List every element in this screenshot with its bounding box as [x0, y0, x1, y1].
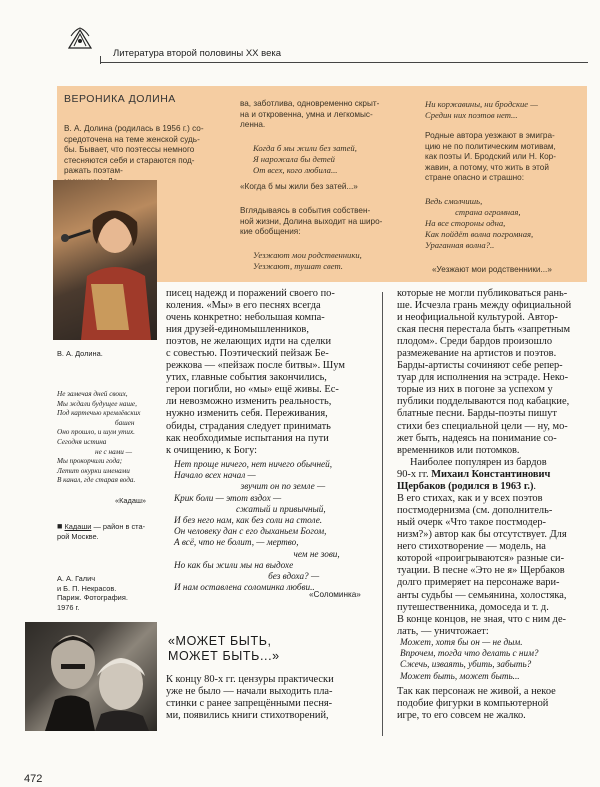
sidebar-col3-text: Родные автора уезжают в эмигра- цию не по политическим мотивам, как поэты И. Бродский или Н. Кор- жавин, а потому, что жить в этой стране опасно и страшно:	[425, 131, 556, 182]
margin-verse-line: Под картечью кремлёвских	[57, 409, 141, 418]
margin-verse-line: не с нами —	[95, 447, 133, 456]
right-paragraph-1: которые не могли публиковаться рань- ше. Исчезла грань между официальной и неофициальной культурой. Автор- ская песня перестала быть «запретным плодом». Среди бардов произошло размежевание на артистов и поэтов. Барды-артисты сочиняют себе репер- туар для исполнения на эстраде. Неко- торые из них в погоне за успехом у публики подделываются под кабацкие, блатные песни. Барды-поэты пишут стихи без специальной цели — ну, мо- жет быть, надеясь на понимание со- временников или потомков.	[397, 288, 572, 456]
shcherbakov-name: Михаил Константинович Щербаков (родился в 1963 г.)	[397, 469, 551, 493]
dolina-photo-figure	[53, 180, 157, 340]
sidebar-col3-verse: Ни коржавины, ни бродские — Средин них поэтов нет...	[425, 99, 538, 120]
margin-verse-line: башен	[115, 418, 135, 427]
margin-verse-line: В канал, где старая вода.	[57, 476, 136, 485]
margin-verse-line: Сегодня истина	[57, 437, 107, 446]
sidebar-col3-verse2-source: «Уезжают мои родственники...»	[432, 265, 552, 274]
margin-verse-line: Оно прошло, и шум утих.	[57, 428, 135, 437]
note-definition: — район в ста- рой Москве.	[57, 522, 146, 541]
mid-paragraph-1: писец надежд и поражений своего по- коления. «Мы» в его песнях всегда очень конкретно: небольшая компа- ния друзей-единомышленников, поэтов, не желающих идти на сделки с совестью. Поэтический пейзаж Бе- режкова — «пейзаж после битвы». Шум утих, главные события закончились, герои погибли, но «мы» ещё живы. Ес- ли невозможно изменить реальность, нужно изменить себя. Переживания, обиды, страдания следует принимать как необходимые испытания на пути к очищению, к Богу:	[166, 288, 345, 456]
sidebar-col3-verse2: Ведь смолчишь, страна огромная, На все стороны одна, Как пойдёт волна погромная, Ураганная волна?..	[425, 196, 534, 250]
column-rule	[382, 292, 383, 736]
galich-nekrasov-figures	[25, 622, 157, 731]
sidebar-col2-verse2: Уезжают мои родственники, Уезжают, тушат свет.	[253, 250, 362, 271]
right-paragraph-2-lead: Наиболее популярен из бардов 90-х гг.	[397, 457, 547, 481]
note-square-icon: ■	[57, 521, 63, 531]
mid-verse-source: «Соломинка»	[309, 590, 361, 599]
page-number: 472	[24, 773, 43, 785]
mid-paragraph-2: К концу 80-х гг. цензуры практически уже не было — начали выходить пла- стинки с ранее запрещёнными песня- ми, появились книги стихотворений,	[166, 674, 334, 722]
galich-nekrasov-photo	[25, 622, 157, 731]
running-title: Литература второй половины XX века	[113, 48, 282, 59]
header-rule	[100, 62, 588, 63]
sidebar-col1-text: В. А. Долина (родилась в 1956 г.) со- средоточена на теме женской судь- бы. Бывает, что поэтессы немного стесняются себя и стараются под- ражать поэтам-	[64, 124, 204, 175]
note-term: Кадаши	[64, 522, 92, 531]
sidebar-col2-verse-source: «Когда б мы жили без затей...»	[240, 182, 358, 191]
margin-verse-line: Мы прокорчили года;	[57, 457, 123, 466]
right-paragraph-3: Так как персонаж не живой, а некое подобие фигурки в компьютерной игре, то его совсем не жалко.	[397, 686, 556, 722]
sidebar-col2-text2: Вглядываясь в события собствен- ной жизни, Долина выходит на широ- кие обобщения:	[240, 206, 383, 236]
sidebar-col2-verse: Когда б мы жили без затей, Я нарожала бы детей От всех, кого любила...	[253, 143, 357, 175]
sidebar-col2-text: ва, заботлива, одновременно скрыт- на и откровенна, умна и легкомыс- ленна.	[240, 99, 380, 129]
photo2-caption: А. А. Галич и Б. П. Некрасов. Париж. Фотография. 1976 г.	[57, 574, 128, 612]
margin-verse	[57, 390, 157, 486]
section-heading: «МОЖЕТ БЫТЬ, МОЖЕТ БЫТЬ...»	[168, 634, 280, 663]
margin-verse-source: «Кадаш»	[115, 496, 146, 505]
photo1-caption: В. А. Долина.	[57, 349, 103, 358]
sidebar-title: ВЕРОНИКА ДОЛИНА	[64, 93, 176, 105]
margin-verse-line: Не замечая дней своих,	[57, 390, 128, 398]
mid-verse: Нет проще ничего, нет ничего обычней, Начало всех начал — звучит он по земле — Крик боли — этот вздох — сжатый и привычный, И без него нам, как без соли на столе. Он человеку дан с его дыханьем Богом, А всё, что не болит, — мертво, чем не зови, Но как бы жили мы на выдохе без вдоха? — И нам оставлена соломинка любви..	[174, 459, 340, 593]
margin-note	[57, 522, 157, 541]
margin-verse-line: Мы ждали будущее наше,	[57, 399, 137, 408]
dolina-photo	[53, 180, 157, 340]
right-paragraph-2-rest: . В его стихах, как и у всех поэтов постмодернизма (см. дополнитель- ный очерк «Что такое постмодер- низм?») автор как бы отсутствует. Для него стихотворение — модель, на которой «проигрываются» разные си- туации. В песне «Это не я» Щербаков долго примеряет на персонаже вари- анты судьбы — семьянина, холостяка, путешественника, домоседа и т. д. В конце концов, не зная, что с ним де- лать, — уничтожает:	[397, 481, 567, 637]
right-paragraph-2	[397, 457, 567, 638]
right-verse: Может, хотя бы он — не дым. Впрочем, тогда что делать с ним? Сжечь, изваять, убить, забыть? Может быть, может быть...	[400, 637, 539, 681]
margin-verse-line: Летит окурки именами	[57, 466, 130, 475]
book-emblem-icon	[66, 24, 94, 52]
